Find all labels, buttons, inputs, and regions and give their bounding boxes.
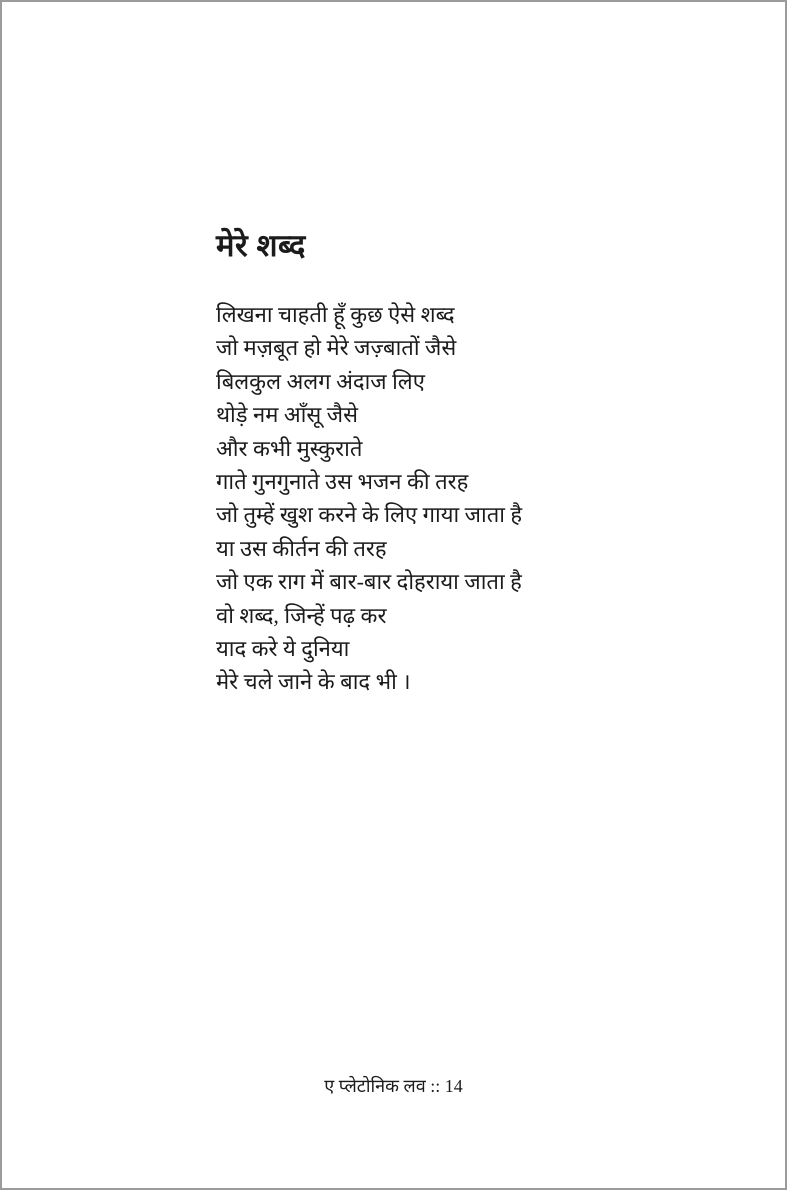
poem-line: थोड़े नम आँसू जैसे [216, 402, 358, 428]
poem-line: वो शब्द, जिन्हें पढ़ कर [216, 602, 387, 628]
poem-line: मेरे चले जाने के बाद भी । [216, 669, 411, 695]
poem-line: या उस कीर्तन की तरह [216, 535, 387, 561]
poem-line: और कभी मुस्कुराते [216, 435, 363, 461]
poem-line: जो मज़बूत हो मेरे जज़्बातों जैसे [216, 335, 457, 361]
poem-line: गाते गुनगुनाते उस भजन की तरह [216, 469, 469, 495]
footer-separator: :: [430, 1076, 441, 1096]
poem-line: जो तुम्हें खुश करने के लिए गाया जाता है [216, 502, 523, 528]
book-title: ए प्लेटोनिक लव [324, 1076, 426, 1096]
poem-line: बिलकुल अलग अंदाज लिए [216, 368, 425, 394]
poem-title: मेरे शब्द [216, 228, 306, 263]
poem-line: जो एक राग में बार-बार दोहराया जाता है [216, 569, 522, 595]
poem-body [216, 298, 656, 699]
page-footer [2, 1074, 785, 1098]
poem-line: याद करे ये दुनिया [216, 636, 350, 662]
poem-line: लिखना चाहती हूँ कुछ ऐसे शब्द [216, 302, 455, 327]
page-number: 14 [444, 1076, 463, 1096]
